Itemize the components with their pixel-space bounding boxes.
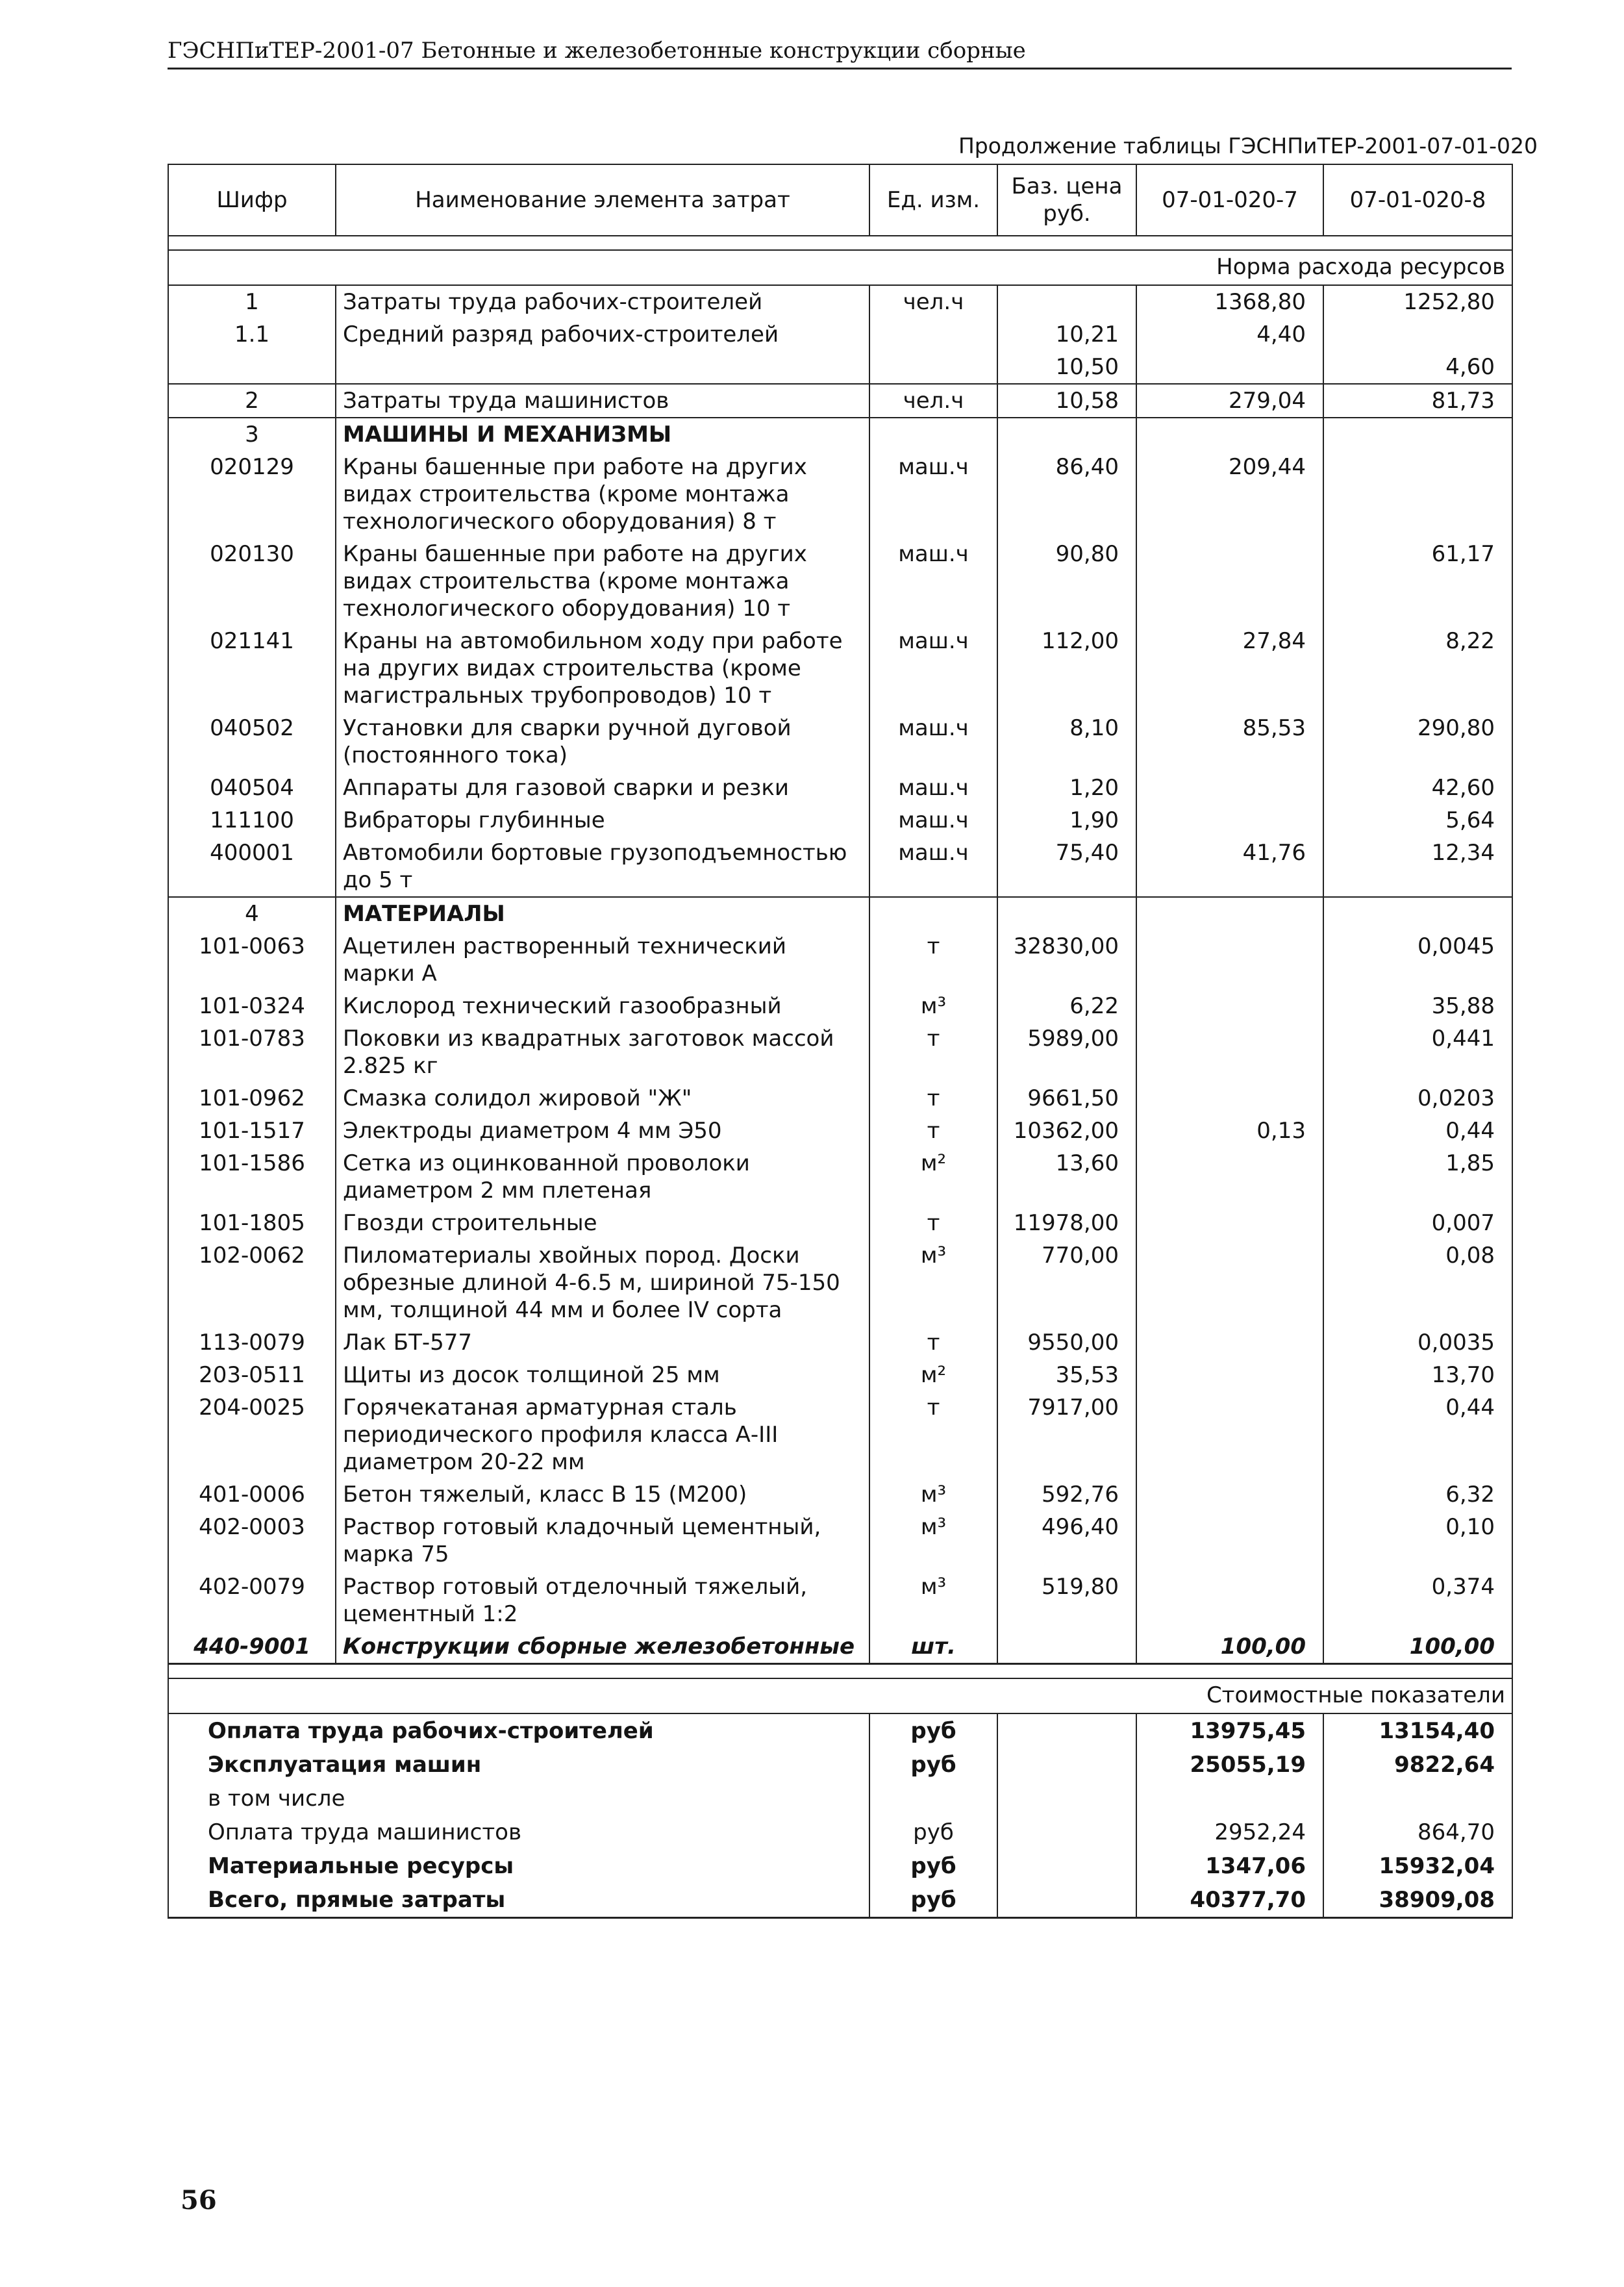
summary-c8: 864,70 bbox=[1323, 1815, 1512, 1849]
cell-code: 020130 bbox=[168, 538, 336, 625]
column-header-code: Шифр bbox=[168, 164, 336, 236]
table-row bbox=[168, 1326, 1512, 1359]
summary-blank bbox=[997, 1748, 1136, 1782]
summary-row bbox=[168, 1849, 1512, 1883]
cell-code: 402-0079 bbox=[168, 1571, 336, 1630]
cell-c8: 81,73 bbox=[1323, 384, 1512, 418]
cell-unit: т bbox=[869, 1082, 997, 1115]
cell-price bbox=[997, 1630, 1136, 1664]
cell-c8: 0,441 bbox=[1323, 1022, 1512, 1082]
table-row bbox=[168, 1511, 1512, 1571]
summary-label: в том числе bbox=[168, 1782, 869, 1815]
cell-unit: маш.ч bbox=[869, 538, 997, 625]
summary-c8: 38909,08 bbox=[1323, 1883, 1512, 1918]
cell-c7 bbox=[1136, 1391, 1323, 1478]
cell-c8: 4,60 bbox=[1323, 351, 1512, 384]
cell-code: 402-0003 bbox=[168, 1511, 336, 1571]
cell-unit bbox=[869, 897, 997, 930]
cell-c8: 35,88 bbox=[1323, 990, 1512, 1022]
resource-table bbox=[168, 164, 1513, 1919]
cell-name: Средний разряд рабочих-строителей bbox=[336, 318, 869, 351]
summary-c8: 13154,40 bbox=[1323, 1713, 1512, 1748]
cell-code bbox=[168, 351, 336, 384]
cell-price: 13,60 bbox=[997, 1147, 1136, 1207]
table-row bbox=[168, 712, 1512, 772]
summary-row bbox=[168, 1883, 1512, 1918]
cell-c7: 27,84 bbox=[1136, 625, 1323, 712]
summary-row bbox=[168, 1748, 1512, 1782]
cell-c7: 100,00 bbox=[1136, 1630, 1323, 1664]
cell-code: 3 bbox=[168, 418, 336, 451]
summary-unit: руб bbox=[869, 1748, 997, 1782]
cell-price: 9550,00 bbox=[997, 1326, 1136, 1359]
cell-price: 86,40 bbox=[997, 451, 1136, 538]
table-row bbox=[168, 285, 1512, 318]
cell-c7 bbox=[1136, 1359, 1323, 1391]
cell-code: 440-9001 bbox=[168, 1630, 336, 1664]
table-header-row bbox=[168, 164, 1512, 236]
summary-label: Всего, прямые затраты bbox=[168, 1883, 869, 1918]
cell-name: Краны на автомобильном ходу при работе на других видах строительства (кроме магистральных трубопроводов) 10 т bbox=[336, 625, 869, 712]
cell-code: 040502 bbox=[168, 712, 336, 772]
resource-rows bbox=[168, 285, 1512, 1664]
cell-c7 bbox=[1136, 1326, 1323, 1359]
cell-c8: 0,10 bbox=[1323, 1511, 1512, 1571]
cell-unit: т bbox=[869, 1115, 997, 1147]
cell-c8: 0,0045 bbox=[1323, 930, 1512, 990]
cell-unit: м³ bbox=[869, 1239, 997, 1326]
cell-c7 bbox=[1136, 1022, 1323, 1082]
summary-row bbox=[168, 1815, 1512, 1849]
table-continuation-caption: Продолжение таблицы ГЭСНПиТЕР-2001-07-01-020 bbox=[958, 133, 1538, 158]
cell-name: Установки для сварки ручной дуговой (постоянного тока) bbox=[336, 712, 869, 772]
summary-label: Оплата труда рабочих-строителей bbox=[168, 1713, 869, 1748]
cell-name: Электроды диаметром 4 мм Э50 bbox=[336, 1115, 869, 1147]
summary-c8: 15932,04 bbox=[1323, 1849, 1512, 1883]
cell-unit: т bbox=[869, 1022, 997, 1082]
cell-price: 6,22 bbox=[997, 990, 1136, 1022]
cell-c8: 0,0035 bbox=[1323, 1326, 1512, 1359]
cell-code: 040504 bbox=[168, 772, 336, 804]
cell-code: 102-0062 bbox=[168, 1239, 336, 1326]
cell-c8 bbox=[1323, 451, 1512, 538]
cell-price: 8,10 bbox=[997, 712, 1136, 772]
cell-c7 bbox=[1136, 1207, 1323, 1239]
table-row bbox=[168, 1630, 1512, 1664]
cell-name: Горячекатаная арматурная сталь периодического профиля класса А-III диаметром 20-22 мм bbox=[336, 1391, 869, 1478]
cell-name bbox=[336, 351, 869, 384]
column-header-unit: Ед. изм. bbox=[869, 164, 997, 236]
cost-caption: Стоимостные показатели bbox=[168, 1678, 1512, 1713]
table-row bbox=[168, 538, 1512, 625]
cell-price: 10,50 bbox=[997, 351, 1136, 384]
cell-code: 4 bbox=[168, 897, 336, 930]
cell-price: 11978,00 bbox=[997, 1207, 1136, 1239]
cell-price bbox=[997, 418, 1136, 451]
cell-name: Затраты труда рабочих-строителей bbox=[336, 285, 869, 318]
cell-name: Смазка солидол жировой "Ж" bbox=[336, 1082, 869, 1115]
cell-code: 203-0511 bbox=[168, 1359, 336, 1391]
cell-c7 bbox=[1136, 1511, 1323, 1571]
column-header-price: Баз. цена руб. bbox=[997, 164, 1136, 236]
summary-rows bbox=[168, 1713, 1512, 1918]
cell-name: Ацетилен растворенный технический марки А bbox=[336, 930, 869, 990]
table-row bbox=[168, 1082, 1512, 1115]
page-number: 56 bbox=[181, 2185, 217, 2216]
cell-unit: м² bbox=[869, 1359, 997, 1391]
cell-c8: 1252,80 bbox=[1323, 285, 1512, 318]
cell-price: 770,00 bbox=[997, 1239, 1136, 1326]
cell-price: 75,40 bbox=[997, 837, 1136, 897]
table-row bbox=[168, 837, 1512, 897]
cell-unit: м³ bbox=[869, 1478, 997, 1511]
table-row bbox=[168, 351, 1512, 384]
column-header-c7: 07-01-020-7 bbox=[1136, 164, 1323, 236]
summary-unit: руб bbox=[869, 1883, 997, 1918]
cell-name: Вибраторы глубинные bbox=[336, 804, 869, 837]
summary-c8: 9822,64 bbox=[1323, 1748, 1512, 1782]
cell-c8: 0,44 bbox=[1323, 1391, 1512, 1478]
cell-unit: т bbox=[869, 930, 997, 990]
cell-price: 1,20 bbox=[997, 772, 1136, 804]
cell-name: Конструкции сборные железобетонные bbox=[336, 1630, 869, 1664]
summary-row bbox=[168, 1782, 1512, 1815]
cell-price: 9661,50 bbox=[997, 1082, 1136, 1115]
table-row bbox=[168, 897, 1512, 930]
cell-unit bbox=[869, 418, 997, 451]
summary-unit bbox=[869, 1782, 997, 1815]
cell-price: 592,76 bbox=[997, 1478, 1136, 1511]
cell-name: Щиты из досок толщиной 25 мм bbox=[336, 1359, 869, 1391]
cell-c7: 85,53 bbox=[1136, 712, 1323, 772]
cell-c7 bbox=[1136, 772, 1323, 804]
cell-c7 bbox=[1136, 897, 1323, 930]
summary-label: Оплата труда машинистов bbox=[168, 1815, 869, 1849]
cell-price: 90,80 bbox=[997, 538, 1136, 625]
cell-c7: 1368,80 bbox=[1136, 285, 1323, 318]
cell-unit bbox=[869, 318, 997, 351]
cell-unit: м³ bbox=[869, 1511, 997, 1571]
cell-unit: маш.ч bbox=[869, 625, 997, 712]
summary-unit: руб bbox=[869, 1849, 997, 1883]
cell-code: 021141 bbox=[168, 625, 336, 712]
cell-unit: м³ bbox=[869, 990, 997, 1022]
summary-unit: руб bbox=[869, 1815, 997, 1849]
summary-c8 bbox=[1323, 1782, 1512, 1815]
cell-price: 10,21 bbox=[997, 318, 1136, 351]
table-row bbox=[168, 1478, 1512, 1511]
cell-name: Краны башенные при работе на других видах строительства (кроме монтажа технологического оборудования) 8 т bbox=[336, 451, 869, 538]
cell-c8: 0,374 bbox=[1323, 1571, 1512, 1630]
cell-price bbox=[997, 897, 1136, 930]
column-header-name: Наименование элемента затрат bbox=[336, 164, 869, 236]
cell-c8: 12,34 bbox=[1323, 837, 1512, 897]
cell-c7 bbox=[1136, 1239, 1323, 1326]
cell-c7 bbox=[1136, 990, 1323, 1022]
cell-unit: маш.ч bbox=[869, 837, 997, 897]
cell-c7 bbox=[1136, 1571, 1323, 1630]
cell-c7 bbox=[1136, 538, 1323, 625]
cell-c8: 0,0203 bbox=[1323, 1082, 1512, 1115]
table-row bbox=[168, 318, 1512, 351]
cell-price: 496,40 bbox=[997, 1511, 1136, 1571]
cell-c8: 290,80 bbox=[1323, 712, 1512, 772]
cell-code: 020129 bbox=[168, 451, 336, 538]
cell-unit: маш.ч bbox=[869, 772, 997, 804]
cell-name: Кислород технический газообразный bbox=[336, 990, 869, 1022]
cell-c7 bbox=[1136, 930, 1323, 990]
cell-c8 bbox=[1323, 318, 1512, 351]
cell-c7 bbox=[1136, 1478, 1323, 1511]
cell-name: Гвозди строительные bbox=[336, 1207, 869, 1239]
cell-c7: 0,13 bbox=[1136, 1115, 1323, 1147]
cell-c7 bbox=[1136, 1082, 1323, 1115]
cell-name: Лак БТ-577 bbox=[336, 1326, 869, 1359]
cell-name: МАШИНЫ И МЕХАНИЗМЫ bbox=[336, 418, 869, 451]
cell-code: 101-0962 bbox=[168, 1082, 336, 1115]
cell-unit: т bbox=[869, 1207, 997, 1239]
cell-c8: 42,60 bbox=[1323, 772, 1512, 804]
cell-price: 32830,00 bbox=[997, 930, 1136, 990]
summary-c7 bbox=[1136, 1782, 1323, 1815]
table-row bbox=[168, 1147, 1512, 1207]
cell-name: Сетка из оцинкованной проволоки диаметром 2 мм плетеная bbox=[336, 1147, 869, 1207]
cell-c7: 4,40 bbox=[1136, 318, 1323, 351]
cell-price: 10,58 bbox=[997, 384, 1136, 418]
table-row bbox=[168, 1239, 1512, 1326]
norm-caption: Норма расхода ресурсов bbox=[168, 250, 1512, 285]
cell-unit: м² bbox=[869, 1147, 997, 1207]
cell-c8: 5,64 bbox=[1323, 804, 1512, 837]
table-row bbox=[168, 1571, 1512, 1630]
cell-code: 101-1805 bbox=[168, 1207, 336, 1239]
summary-blank bbox=[997, 1713, 1136, 1748]
summary-label: Эксплуатация машин bbox=[168, 1748, 869, 1782]
table-row bbox=[168, 384, 1512, 418]
cell-c8 bbox=[1323, 897, 1512, 930]
cell-unit: т bbox=[869, 1391, 997, 1478]
table-row bbox=[168, 1391, 1512, 1478]
cell-code: 204-0025 bbox=[168, 1391, 336, 1478]
cell-unit: маш.ч bbox=[869, 451, 997, 538]
cell-code: 101-1586 bbox=[168, 1147, 336, 1207]
cell-code: 1 bbox=[168, 285, 336, 318]
cell-name: МАТЕРИАЛЫ bbox=[336, 897, 869, 930]
table-row bbox=[168, 804, 1512, 837]
table-row bbox=[168, 1022, 1512, 1082]
table-row bbox=[168, 418, 1512, 451]
cell-unit: чел.ч bbox=[869, 384, 997, 418]
summary-c7: 2952,24 bbox=[1136, 1815, 1323, 1849]
cell-name: Раствор готовый кладочный цементный, марка 75 bbox=[336, 1511, 869, 1571]
cell-price: 5989,00 bbox=[997, 1022, 1136, 1082]
cell-name: Аппараты для газовой сварки и резки bbox=[336, 772, 869, 804]
cell-name: Раствор готовый отделочный тяжелый, цементный 1:2 bbox=[336, 1571, 869, 1630]
cell-c8: 0,08 bbox=[1323, 1239, 1512, 1326]
summary-label: Материальные ресурсы bbox=[168, 1849, 869, 1883]
cell-c8: 6,32 bbox=[1323, 1478, 1512, 1511]
cell-name: Поковки из квадратных заготовок массой 2.825 кг bbox=[336, 1022, 869, 1082]
table-row bbox=[168, 1115, 1512, 1147]
summary-c7: 13975,45 bbox=[1136, 1713, 1323, 1748]
cell-unit bbox=[869, 351, 997, 384]
cell-c7 bbox=[1136, 1147, 1323, 1207]
summary-c7: 40377,70 bbox=[1136, 1883, 1323, 1918]
cell-code: 400001 bbox=[168, 837, 336, 897]
cell-c8: 0,44 bbox=[1323, 1115, 1512, 1147]
cell-name: Пиломатериалы хвойных пород. Доски обрезные длиной 4-6.5 м, шириной 75-150 мм, толщиной 44 мм и более IV сорта bbox=[336, 1239, 869, 1326]
cell-c8: 13,70 bbox=[1323, 1359, 1512, 1391]
cell-unit: м³ bbox=[869, 1571, 997, 1630]
cell-c8: 61,17 bbox=[1323, 538, 1512, 625]
summary-blank bbox=[997, 1782, 1136, 1815]
summary-c7: 1347,06 bbox=[1136, 1849, 1323, 1883]
cell-c8: 8,22 bbox=[1323, 625, 1512, 712]
cell-code: 101-0324 bbox=[168, 990, 336, 1022]
cell-c8 bbox=[1323, 418, 1512, 451]
cell-c7: 279,04 bbox=[1136, 384, 1323, 418]
cell-code: 2 bbox=[168, 384, 336, 418]
summary-blank bbox=[997, 1883, 1136, 1918]
cell-c7 bbox=[1136, 418, 1323, 451]
cell-name: Бетон тяжелый, класс В 15 (М200) bbox=[336, 1478, 869, 1511]
cell-unit: шт. bbox=[869, 1630, 997, 1664]
summary-unit: руб bbox=[869, 1713, 997, 1748]
cell-code: 1.1 bbox=[168, 318, 336, 351]
cell-price: 112,00 bbox=[997, 625, 1136, 712]
cell-code: 111100 bbox=[168, 804, 336, 837]
cell-code: 101-1517 bbox=[168, 1115, 336, 1147]
table-row bbox=[168, 772, 1512, 804]
cell-c7: 209,44 bbox=[1136, 451, 1323, 538]
summary-blank bbox=[997, 1849, 1136, 1883]
cell-code: 101-0783 bbox=[168, 1022, 336, 1082]
cell-price: 10362,00 bbox=[997, 1115, 1136, 1147]
cell-price: 35,53 bbox=[997, 1359, 1136, 1391]
cell-price bbox=[997, 285, 1136, 318]
table-row bbox=[168, 451, 1512, 538]
cell-name: Краны башенные при работе на других видах строительства (кроме монтажа технологического оборудования) 10 т bbox=[336, 538, 869, 625]
table-row bbox=[168, 990, 1512, 1022]
cell-c8: 1,85 bbox=[1323, 1147, 1512, 1207]
table-row bbox=[168, 930, 1512, 990]
cell-price: 7917,00 bbox=[997, 1391, 1136, 1478]
cell-code: 101-0063 bbox=[168, 930, 336, 990]
page-header: ГЭСНПиТЕР-2001-07 Бетонные и железобетонные конструкции сборные bbox=[168, 34, 1512, 69]
cell-c7 bbox=[1136, 804, 1323, 837]
cell-code: 401-0006 bbox=[168, 1478, 336, 1511]
cell-unit: маш.ч bbox=[869, 712, 997, 772]
summary-row bbox=[168, 1713, 1512, 1748]
cell-price: 519,80 bbox=[997, 1571, 1136, 1630]
cell-unit: чел.ч bbox=[869, 285, 997, 318]
cell-c8: 0,007 bbox=[1323, 1207, 1512, 1239]
cell-c7: 41,76 bbox=[1136, 837, 1323, 897]
cell-code: 113-0079 bbox=[168, 1326, 336, 1359]
cell-name: Автомобили бортовые грузоподъемностью до 5 т bbox=[336, 837, 869, 897]
cell-unit: маш.ч bbox=[869, 804, 997, 837]
table-row bbox=[168, 1207, 1512, 1239]
cell-c8: 100,00 bbox=[1323, 1630, 1512, 1664]
cell-name: Затраты труда машинистов bbox=[336, 384, 869, 418]
cell-c7 bbox=[1136, 351, 1323, 384]
summary-c7: 25055,19 bbox=[1136, 1748, 1323, 1782]
table-row bbox=[168, 1359, 1512, 1391]
summary-blank bbox=[997, 1815, 1136, 1849]
cell-unit: т bbox=[869, 1326, 997, 1359]
cell-price: 1,90 bbox=[997, 804, 1136, 837]
column-header-c8: 07-01-020-8 bbox=[1323, 164, 1512, 236]
table-row bbox=[168, 625, 1512, 712]
